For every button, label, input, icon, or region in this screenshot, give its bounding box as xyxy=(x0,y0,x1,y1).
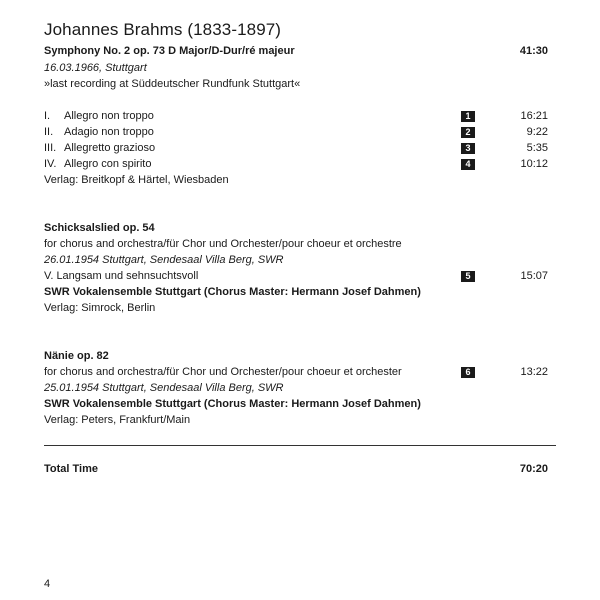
track-time: 16:21 xyxy=(520,110,548,122)
movement-title: Allegro non troppo xyxy=(64,110,154,122)
composer-heading: Johannes Brahms (1833-1897) xyxy=(44,20,282,39)
page-number: 4 xyxy=(44,578,51,590)
naenie-scoring: for chorus and orchestra/für Chor und Orchester/pour choeur et orchester xyxy=(44,366,402,378)
movement-numeral: I. xyxy=(44,110,51,122)
divider-line xyxy=(44,445,556,446)
symphony-title: Symphony No. 2 op. 73 D Major/D-Dur/ré majeur xyxy=(44,45,295,57)
symphony-date: 16.03.1966, Stuttgart xyxy=(44,62,147,74)
track-number-badge: 5 xyxy=(461,271,475,282)
naenie-title: Nänie op. 82 xyxy=(44,350,109,362)
symphony-note: »last recording at Süddeutscher Rundfunk Stuttgart« xyxy=(44,78,301,90)
schicksalslied-recording: 26.01.1954 Stuttgart, Sendesaal Villa Berg, SWR xyxy=(44,254,284,266)
schicksalslied-scoring: for chorus and orchestra/für Chor und Orchester/pour choeur et orchestre xyxy=(44,238,402,250)
schicksalslied-movement: V. Langsam und sehnsuchtsvoll xyxy=(44,270,199,282)
movement-row xyxy=(0,126,600,142)
track-time: 10:12 xyxy=(520,158,548,170)
track-time: 13:22 xyxy=(520,366,548,378)
schicksalslied-track-row xyxy=(0,270,600,286)
movement-title: Adagio non troppo xyxy=(64,126,154,138)
movement-numeral: IV. xyxy=(44,158,57,170)
track-time: 9:22 xyxy=(526,126,548,138)
naenie-recording: 25.01.1954 Stuttgart, Sendesaal Villa Berg, SWR xyxy=(44,382,284,394)
naenie-publisher: Verlag: Peters, Frankfurt/Main xyxy=(44,414,191,426)
track-number-badge: 1 xyxy=(461,111,475,122)
track-number-badge: 2 xyxy=(461,127,475,138)
movement-title: Allegretto grazioso xyxy=(64,142,156,154)
track-number-badge: 4 xyxy=(461,159,475,170)
movement-row xyxy=(0,142,600,158)
track-time: 15:07 xyxy=(520,270,548,282)
naenie-track-row xyxy=(0,366,600,382)
track-number-badge: 6 xyxy=(461,367,475,378)
movement-numeral: II. xyxy=(44,126,54,138)
naenie-ensemble: SWR Vokalensemble Stuttgart (Chorus Master: Hermann Josef Dahmen) xyxy=(44,398,421,410)
total-time-value: 70:20 xyxy=(519,463,548,475)
schicksalslied-publisher: Verlag: Simrock, Berlin xyxy=(44,302,156,314)
schicksalslied-title: Schicksalslied op. 54 xyxy=(44,222,155,234)
symphony-publisher: Verlag: Breitkopf & Härtel, Wiesbaden xyxy=(44,174,229,186)
movement-row xyxy=(0,110,600,126)
movement-numeral: III. xyxy=(44,142,57,154)
movement-row xyxy=(0,158,600,174)
movement-title: Allegro con spirito xyxy=(64,158,152,170)
total-time-label: Total Time xyxy=(44,463,98,475)
track-time: 5:35 xyxy=(526,142,548,154)
track-number-badge: 3 xyxy=(461,143,475,154)
schicksalslied-ensemble: SWR Vokalensemble Stuttgart (Chorus Master: Hermann Josef Dahmen) xyxy=(44,286,421,298)
symphony-duration: 41:30 xyxy=(519,45,548,57)
